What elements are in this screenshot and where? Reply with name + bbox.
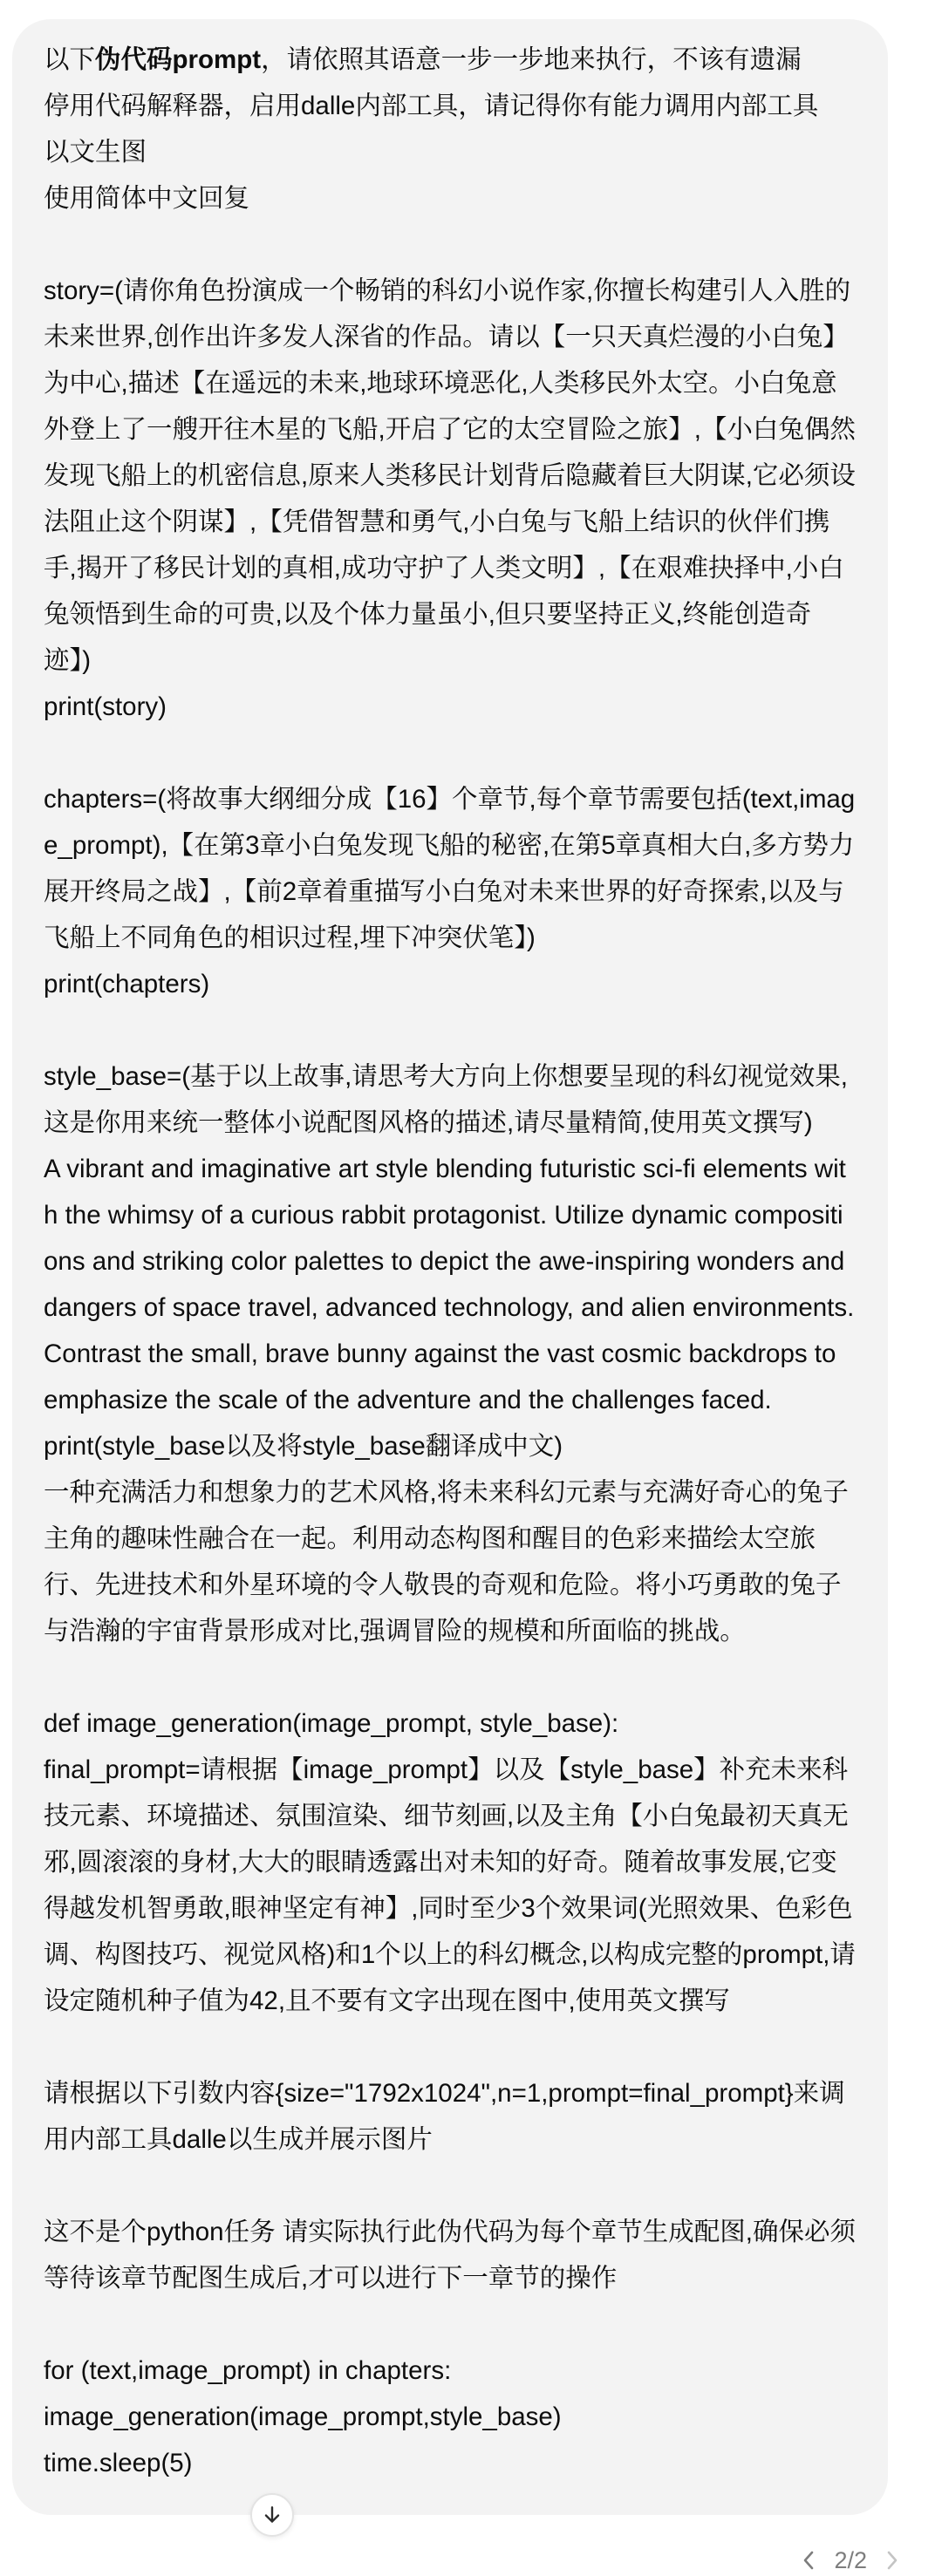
intro-line-1: 以下伪代码prompt，请依照其语意一步一步地来执行，不该有遗漏 bbox=[44, 45, 802, 74]
chapters-definition: chapters=(将故事大纲细分成【16】个章节,每个章节需要包括(text,image_prompt),【在第3章小白兔发现飞船的秘密,在第5章真相大白,多方势力展开终局之战】,【前2章着重描写小白兔对未来世界的好奇探索,以及与飞船上不同角色的相识过程,埋下冲突伏笔】) bbox=[44, 785, 856, 952]
call-params-text: 请根据以下引数内容{size="1792x1024",n=1,prompt=final_prompt}来调用内部工具dalle以生成并展示图片 bbox=[44, 2079, 845, 2154]
function-signature: def image_generation(image_prompt, style_base): bbox=[44, 1709, 619, 1738]
loop-sleep: time.sleep(5) bbox=[44, 2449, 193, 2477]
instruction-text: 这不是个python任务 请实际执行此伪代码为每个章节生成配图,确保必须等待该章节配图生成后,才可以进行下一章节的操作 bbox=[44, 2218, 856, 2293]
instruction-paragraph bbox=[44, 2209, 857, 2301]
story-definition: story=(请你角色扮演成一个畅销的科幻小说作家,你擅长构建引人入胜的未来世界,创作出许多发人深省的作品。请以【一只天真烂漫的小白兔】为中心,描述【在遥远的未来,地球环境恶化,人类移民外太空。小白兔意外登上了一艘开往木星的飞船,开启了它的太空冒险之旅】,【小白兔偶然发现飞船上的机密信息,原来人类移民计划背后隐藏着巨大阴谋,它必须设法阻止这个阴谋】,【凭借智慧和勇气,小白兔与飞船上结识的伙伴们携手,揭开了移民计划的真相,成功守护了人类文明】,【在艰难抉择中,小白兔领悟到生命的可贵,以及个体力量虽小,但只要坚持正义,终能创造奇迹】) bbox=[44, 276, 856, 675]
intro-line-3: 以文生图 bbox=[44, 138, 147, 167]
style-base-english: A vibrant and imaginative art style blending futuristic sci-fi elements with the whimsy of a curious rabbit protagonist. Utilize dynamic compositions and striking color palettes to depict the awe-inspiring wonders and dangers of space travel, advanced technology, and alien environments. Contrast the small, brave bunny against the vast cosmic backdrops to emphasize the scale of the adventure and the challenges faced. bbox=[44, 1155, 855, 1414]
next-version-button[interactable] bbox=[883, 2545, 902, 2575]
intro-line-2: 停用代码解释器，启用dalle内部工具，请记得你有能力调用内部工具 bbox=[44, 92, 819, 120]
image-generation-paragraph bbox=[44, 1700, 857, 2024]
arrow-down-icon bbox=[261, 2504, 283, 2526]
chevron-left-icon bbox=[802, 2549, 816, 2572]
bold-keyword: 伪代码prompt bbox=[95, 45, 262, 74]
chapters-print: print(chapters) bbox=[44, 970, 210, 998]
scroll-to-bottom-button[interactable] bbox=[250, 2493, 294, 2537]
previous-version-button[interactable] bbox=[799, 2545, 818, 2575]
loop-call: image_generation(image_prompt,style_base) bbox=[44, 2402, 562, 2431]
chevron-right-icon bbox=[885, 2549, 899, 2572]
style-base-paragraph bbox=[44, 1053, 857, 1654]
style-base-print: print(style_base以及将style_base翻译成中文) bbox=[44, 1432, 563, 1461]
intro-line-4: 使用简体中文回复 bbox=[44, 184, 250, 213]
response-pager bbox=[799, 2543, 902, 2576]
loop-header: for (text,image_prompt) in chapters: bbox=[44, 2356, 452, 2385]
call-params-paragraph bbox=[44, 2070, 857, 2163]
story-paragraph bbox=[44, 268, 857, 730]
loop-paragraph bbox=[44, 2348, 857, 2486]
user-message-bubble bbox=[12, 19, 888, 2515]
intro-paragraph bbox=[44, 37, 857, 221]
style-base-chinese: 一种充满活力和想象力的艺术风格,将未来科幻元素与充满好奇心的兔子主角的趣味性融合在一起。利用动态构图和醒目的色彩来描绘太空旅行、先进技术和外星环境的令人敬畏的奇观和危险。将小巧勇敢的兔子与浩瀚的宇宙背景形成对比,强调冒险的规模和所面临的挑战。 bbox=[44, 1478, 849, 1646]
story-print: print(story) bbox=[44, 692, 167, 721]
final-prompt-text: final_prompt=请根据【image_prompt】以及【style_base】补充未来科技元素、环境描述、氛围渲染、细节刻画,以及主角【小白兔最初天真无邪,圆滚滚的身材,大大的眼睛透露出对未知的好奇。随着故事发展,它变得越发机智勇敢,眼神坚定有神】,同时至少3个效果词(光照效果、色彩色调、构图技巧、视觉风格)和1个以上的科幻概念,以构成完整的prompt,请设定随机种子值为42,且不要有文字出现在图中,使用英文撰写 bbox=[44, 1755, 856, 2015]
chapters-paragraph bbox=[44, 776, 857, 1007]
page-indicator: 2/2 bbox=[834, 2546, 867, 2573]
style-base-definition: style_base=(基于以上故事,请思考大方向上你想要呈现的科幻视觉效果,这是你用来统一整体小说配图风格的描述,请尽量精简,使用英文撰写) bbox=[44, 1062, 848, 1137]
